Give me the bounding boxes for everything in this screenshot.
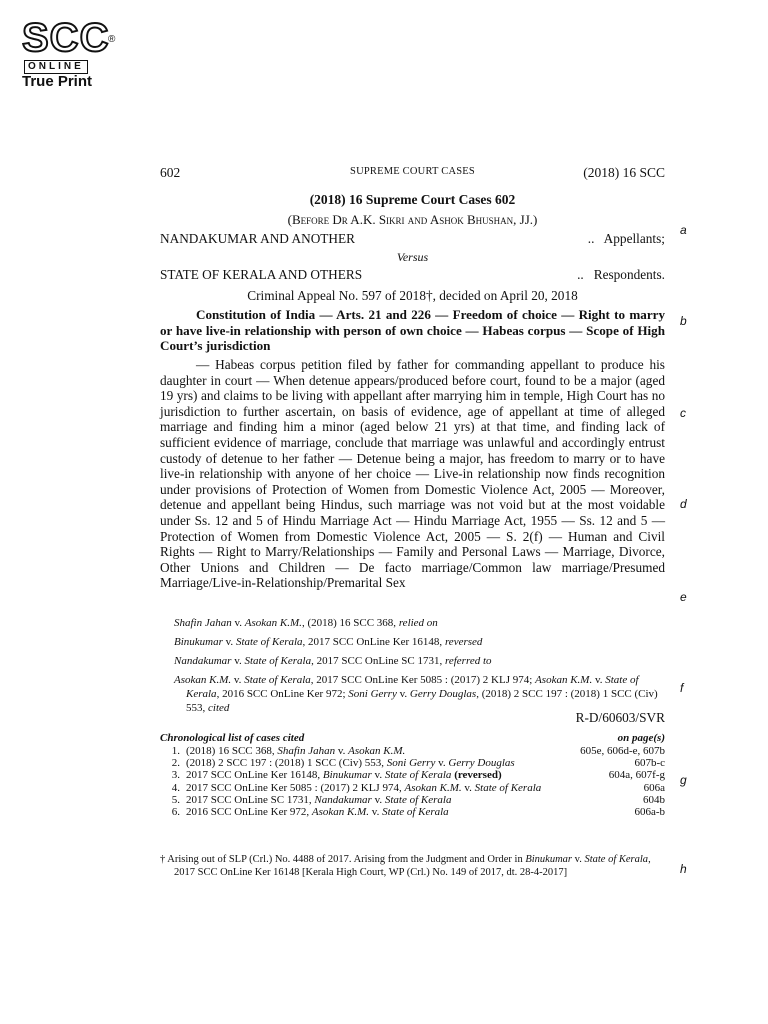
margin-letter-f: f [680,681,684,695]
list-item: 3. 2017 SCC OnLine Ker 16148, Binukumar v. State of Kerala (reversed) 604a, 607f-g [171,769,665,782]
scc-online-logo [22,16,122,90]
respondents-name: STATE OF KERALA AND OTHERS [160,267,363,282]
reporter-name: SUPREME COURT CASES [350,166,475,177]
respondents-row [160,267,665,283]
case-title: (2018) 16 Supreme Court Cases 602 [309,192,516,207]
bench: (Before Dr A.K. Sikri and Ashok Bhushan, JJ.) [287,212,538,227]
pages-column-header: on page(s) [617,732,665,744]
versus: Versus [396,250,429,264]
margin-letter-h: h [680,862,687,876]
headnote-catchwords: Constitution of India — Arts. 21 and 226 — Freedom of choice — Right to marry or have live-in relationship with person of own choice — Habeas corpus — Scope of High Court’s jurisdiction [160,307,665,353]
footnote [160,854,665,880]
appellants-row [160,231,665,247]
appellants-name: NANDAKUMAR AND ANOTHER [160,231,356,246]
margin-letter-a: a [680,223,687,237]
list-item: 1. (2018) 16 SCC 368, Shafin Jahan v. Asokan K.M. 605e, 606d-e, 607b [171,745,665,757]
list-item: 5. 2017 SCC OnLine SC 1731, Nandakumar v. State of Kerala 604b [171,793,665,806]
list-item: 4. 2017 SCC OnLine Ker 5085 : (2017) 2 KLJ 974, Asokan K.M. v. State of Kerala 606a [171,781,665,794]
logo-online: ONLINE [24,60,88,74]
citation-entry: Shafin Jahan v. Asokan K.M., (2018) 16 SCC 368, relied on [174,617,438,629]
margin-letter-b: b [680,314,687,328]
headnote-body: — Habeas corpus petition filed by father for commanding appellant to produce his daughter in court — When detenue appears/produced before court, found to be a major (aged 19 yrs) and claims to be living with appellant after marrying him in temple, High Court has no jurisdiction to further ascertain, on basis of evidence, age of appellant at time of alleged marriage and finding him a minor (aged below 21 yrs) at that time, and finding lack of sufficient evidence of marriage, conclude that marriage was unlawful and accordingly entrust custody of detenue to her father — Detenue being a major, has freedom to marry or to have live-in relationship with anyone of her choice — Live-in relationship now finds recognition under provisions of Protection of Women from Domestic Violence Act, 2005 — Moreover, detenue and appellant being Hindus, such marriage was not void but at the most voidable under Ss. 12 and 5 of Hindu Marriage Act — Hindu Marriage Act, 1955 — Ss. 12 and 5 — Protection of Women from Domestic Violence Act, 2005 — S. 2(f) — Human and Civil Rights — Right to Marry/Relationships — Family and Personal Laws — Marriage, Divorce, Other Unions and Children — De facto marriage/Common law marriage/Presumed Marriage/Live-in-Relationship/Premarital Sex [160,357,665,591]
citation-entry: Asokan K.M. v. State of Kerala, 2017 SCC OnLine Ker 5085 : (2017) 2 KLJ 974; Asokan K.M. v. State of Kerala, 2016 SCC OnLine Ker 972; Soni Gerry v. Gerry Douglas, (2018) 2 SCC 197 : (2018) 1 SCC (Civ) 553, cited [174,674,658,714]
respondents-role: .. Respondents. [577,267,665,282]
list-item: 2. (2018) 2 SCC 197 : (2018) 1 SCC (Civ) 553, Soni Gerry v. Gerry Douglas 607b-c [171,757,665,770]
registered-mark: ® [108,34,117,45]
chronological-list-header [160,732,665,744]
chronological-list [160,745,665,818]
chronological-list-title: Chronological list of cases cited [160,732,305,744]
citation-entry: Binukumar v. State of Kerala, 2017 SCC OnLine Ker 16148, reversed [174,636,483,648]
list-item: 6. 2016 SCC OnLine Ker 972, Asokan K.M. v. State of Kerala 606a-b [171,806,665,819]
margin-letter-e: e [680,590,687,604]
logo-tagline: True Print [22,73,93,90]
logo-brand [22,16,122,60]
rd-code: R-D/60603/SVR [575,710,665,725]
running-citation: (2018) 16 SCC [583,165,665,180]
page-number: 602 [160,165,181,180]
cases-referred [174,616,666,720]
margin-letter-d: d [680,497,687,511]
appellants-role: .. Appellants; [587,231,665,246]
appeal-details: Criminal Appeal No. 597 of 2018†, decided on April 20, 2018 [247,288,578,303]
logo-brand-text: SCC [22,16,110,60]
citation-entry: Nandakumar v. State of Kerala, 2017 SCC OnLine SC 1731, referred to [174,655,492,667]
margin-letter-g: g [680,773,687,787]
footnote-text: † Arising out of SLP (Crl.) No. 4488 of 2017. Arising from the Judgment and Order in Binukumar v. State of Kerala, 2017 SCC OnLine Ker 16148 [Kerala High Court, WP (Crl.) No. 149 of 2017, dt. 28-4-2017] [160,854,651,878]
margin-letter-c: c [680,406,686,420]
